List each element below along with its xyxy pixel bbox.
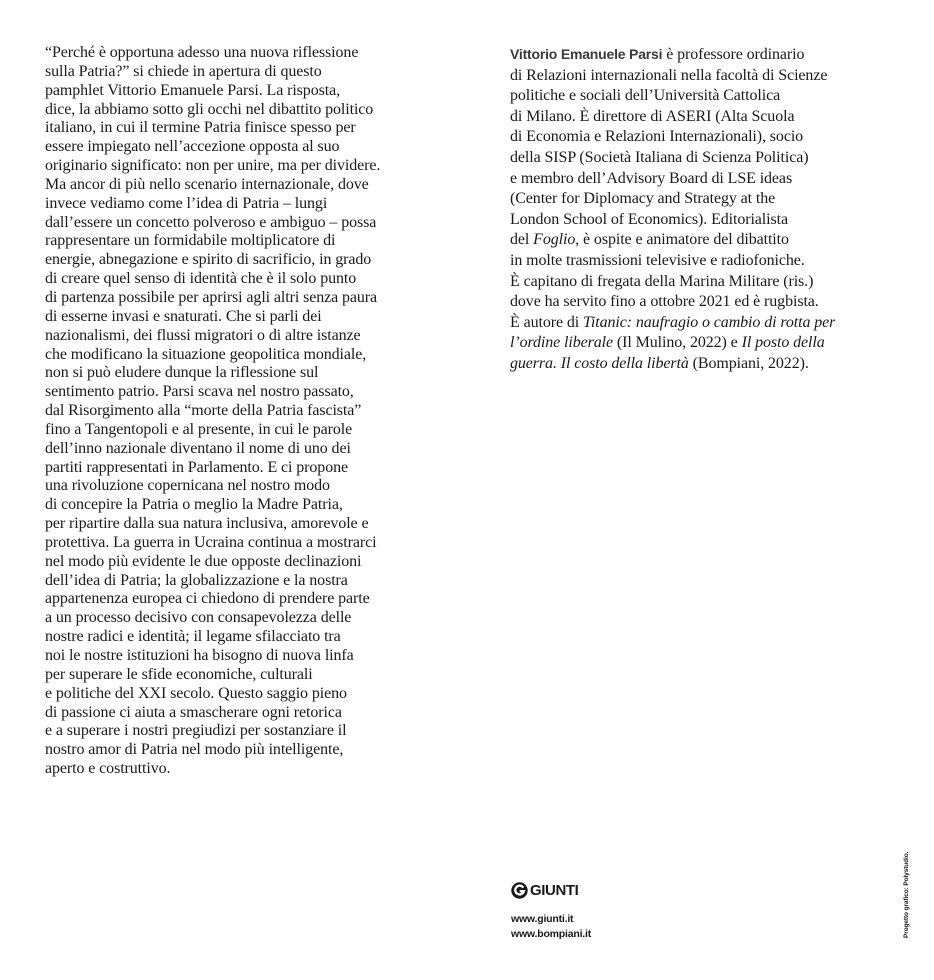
blurb-line: di esserne invasi e snaturati. Che si parli dei (45, 307, 322, 325)
author-bio (510, 44, 890, 375)
bio-text: , è ospite e animatore del dibattito (575, 231, 789, 249)
blurb-line: italiano, in cui il termine Patria finisce spesso per (45, 119, 356, 137)
blurb-line: a un processo decisivo con consapevolezza delle (45, 609, 352, 627)
bio-line: London School of Economics). Editorialista (510, 210, 788, 228)
blurb-line: aperto e costruttivo. (45, 760, 171, 778)
blurb-line: dal Risorgimento alla “morte della Patria fascista” (45, 402, 362, 420)
bio-text: (Il Mulino, 2022) e (613, 334, 742, 352)
blurb-line: dall’essere un concetto polveroso e ambiguo – possa (45, 213, 377, 231)
publisher-logo (511, 882, 578, 899)
bio-line (510, 354, 890, 375)
blurb-line: nazionalismi, dei flussi migratori o di altre istanze (45, 326, 361, 344)
newspaper-title: Foglio (533, 231, 576, 249)
author-name: Vittorio Emanuele Parsi (510, 46, 663, 62)
blurb-line: Ma ancor di più nello scenario internazionale, dove (45, 175, 369, 193)
blurb-line: nostre radici e identità; il legame sfilacciato tra (45, 628, 341, 646)
bio-line: della SISP (Società Italiana di Scienza Politica) (510, 148, 809, 166)
bio-line (510, 230, 890, 251)
bio-text: È autore di (510, 313, 583, 331)
book-title: guerra. Il costo della libertà (510, 354, 689, 372)
blurb-line: partiti rappresentati in Parlamento. E ci propone (45, 458, 348, 476)
blurb-line: energie, abnegazione e spirito di sacrificio, in grado (45, 251, 372, 269)
blurb-line: dell’idea di Patria; la globalizzazione e la nostra (45, 571, 348, 589)
bio-line (510, 333, 890, 354)
publisher-name: GIUNTI (530, 882, 579, 899)
giunti-url[interactable]: www.giunti.it (511, 913, 574, 925)
blurb-line: noi le nostre istituzioni ha bisogno di nuova linfa (45, 647, 354, 664)
bio-line: e membro dell’Advisory Board di LSE ideas (510, 169, 793, 187)
bio-line (510, 44, 890, 66)
blurb-line: per ripartire dalla sua natura inclusiva, amorevole e (45, 515, 369, 533)
publisher-urls (511, 912, 591, 941)
bompiani-url[interactable]: www.bompiani.it (511, 927, 592, 940)
bio-text: è professore ordinario (662, 46, 805, 63)
blurb-line: sulla Patria?” si chiede in apertura di questo (45, 62, 322, 80)
blurb-line: pamphlet Vittorio Emanuele Parsi. La risposta, (45, 81, 340, 99)
blurb-line: che modificano la situazione geopolitica mondiale, (45, 345, 367, 363)
blurb-line: di concepire la Patria o meglio la Madre Patria, (45, 496, 343, 514)
blurb-line: dice, la abbiamo sotto gli occhi nel dibattito politico (45, 100, 374, 118)
bio-line: di Relazioni internazionali nella facoltà di Scienze (510, 66, 828, 84)
blurb-line: di partenza possibile per aprirsi agli altri senza paura (45, 288, 378, 306)
bio-line: di Milano. È direttore di ASERI (Alta Scuola (510, 107, 795, 125)
bio-line: (Center for Diplomacy and Strategy at the (510, 190, 776, 208)
bio-line: in molte trasmissioni televisive e radiofoniche. (510, 251, 805, 269)
blurb-line: appartenenza europea ci chiedono di prendere parte (45, 590, 370, 608)
blurb-line: “Perché è opportuna adesso una nuova riflessione (45, 44, 359, 61)
giunti-g-icon (511, 882, 528, 899)
blurb-line: essere impiegato nell’accezione opposta al suo (45, 138, 340, 156)
book-title: Titanic: naufragio o cambio di rotta per (583, 313, 836, 331)
blurb-line: nostro amor di Patria nel modo più intelligente, (45, 741, 344, 759)
bio-line: È capitano di fregata della Marina Militare (ris.) (510, 272, 814, 290)
blurb-line: rappresentare un formidabile moltiplicatore di (45, 232, 336, 250)
bio-line: dove ha servito fino a ottobre 2021 ed è rugbista. (510, 293, 819, 311)
bio-text: del (510, 231, 534, 249)
blurb-line: e politiche del XXI secolo. Questo saggio pieno (45, 684, 347, 702)
bio-text: (Bompiani, 2022). (688, 354, 809, 372)
bio-line (510, 313, 890, 334)
blurb-line: una rivoluzione copernicana nel nostro modo (45, 477, 330, 495)
blurb-line: nel modo più evidente le due opposte declinazioni (45, 552, 362, 570)
book-title: l’ordine liberale (510, 334, 614, 352)
blurb-line: e a superare i nostri pregiudizi per sostanziare il (45, 722, 347, 740)
blurb-line: originario significato: non per unire, ma per dividere. (45, 157, 381, 175)
bio-line: di Economia e Relazioni Internazionali), socio (510, 128, 804, 146)
design-credit: Progetto grafico: Polystudio. (903, 851, 910, 938)
blurb-line: di creare quel senso di identità che è il solo punto (45, 270, 357, 288)
bio-line: politiche e sociali dell’Università Cattolica (510, 87, 781, 105)
blurb-line: invece vediamo come l’idea di Patria – lungi (45, 194, 328, 212)
blurb-line: sentimento patrio. Parsi scava nel nostro passato, (45, 383, 354, 401)
blurb-line: protettiva. La guerra in Ucraina continua a mostrarci (45, 533, 377, 551)
blurb-line: fino a Tangentopoli e al presente, in cui le parole (45, 420, 353, 438)
back-cover-blurb (45, 44, 425, 779)
book-title: Il posto della (741, 334, 825, 352)
blurb-line: di passione ci aiuta a smascherare ogni retorica (45, 703, 342, 721)
blurb-line: dell’inno nazionale diventano il nome di uno dei (45, 439, 351, 457)
blurb-line: non si può eludere dunque la riflessione sul (45, 364, 319, 382)
blurb-line: per superare le sfide economiche, culturali (45, 665, 313, 683)
